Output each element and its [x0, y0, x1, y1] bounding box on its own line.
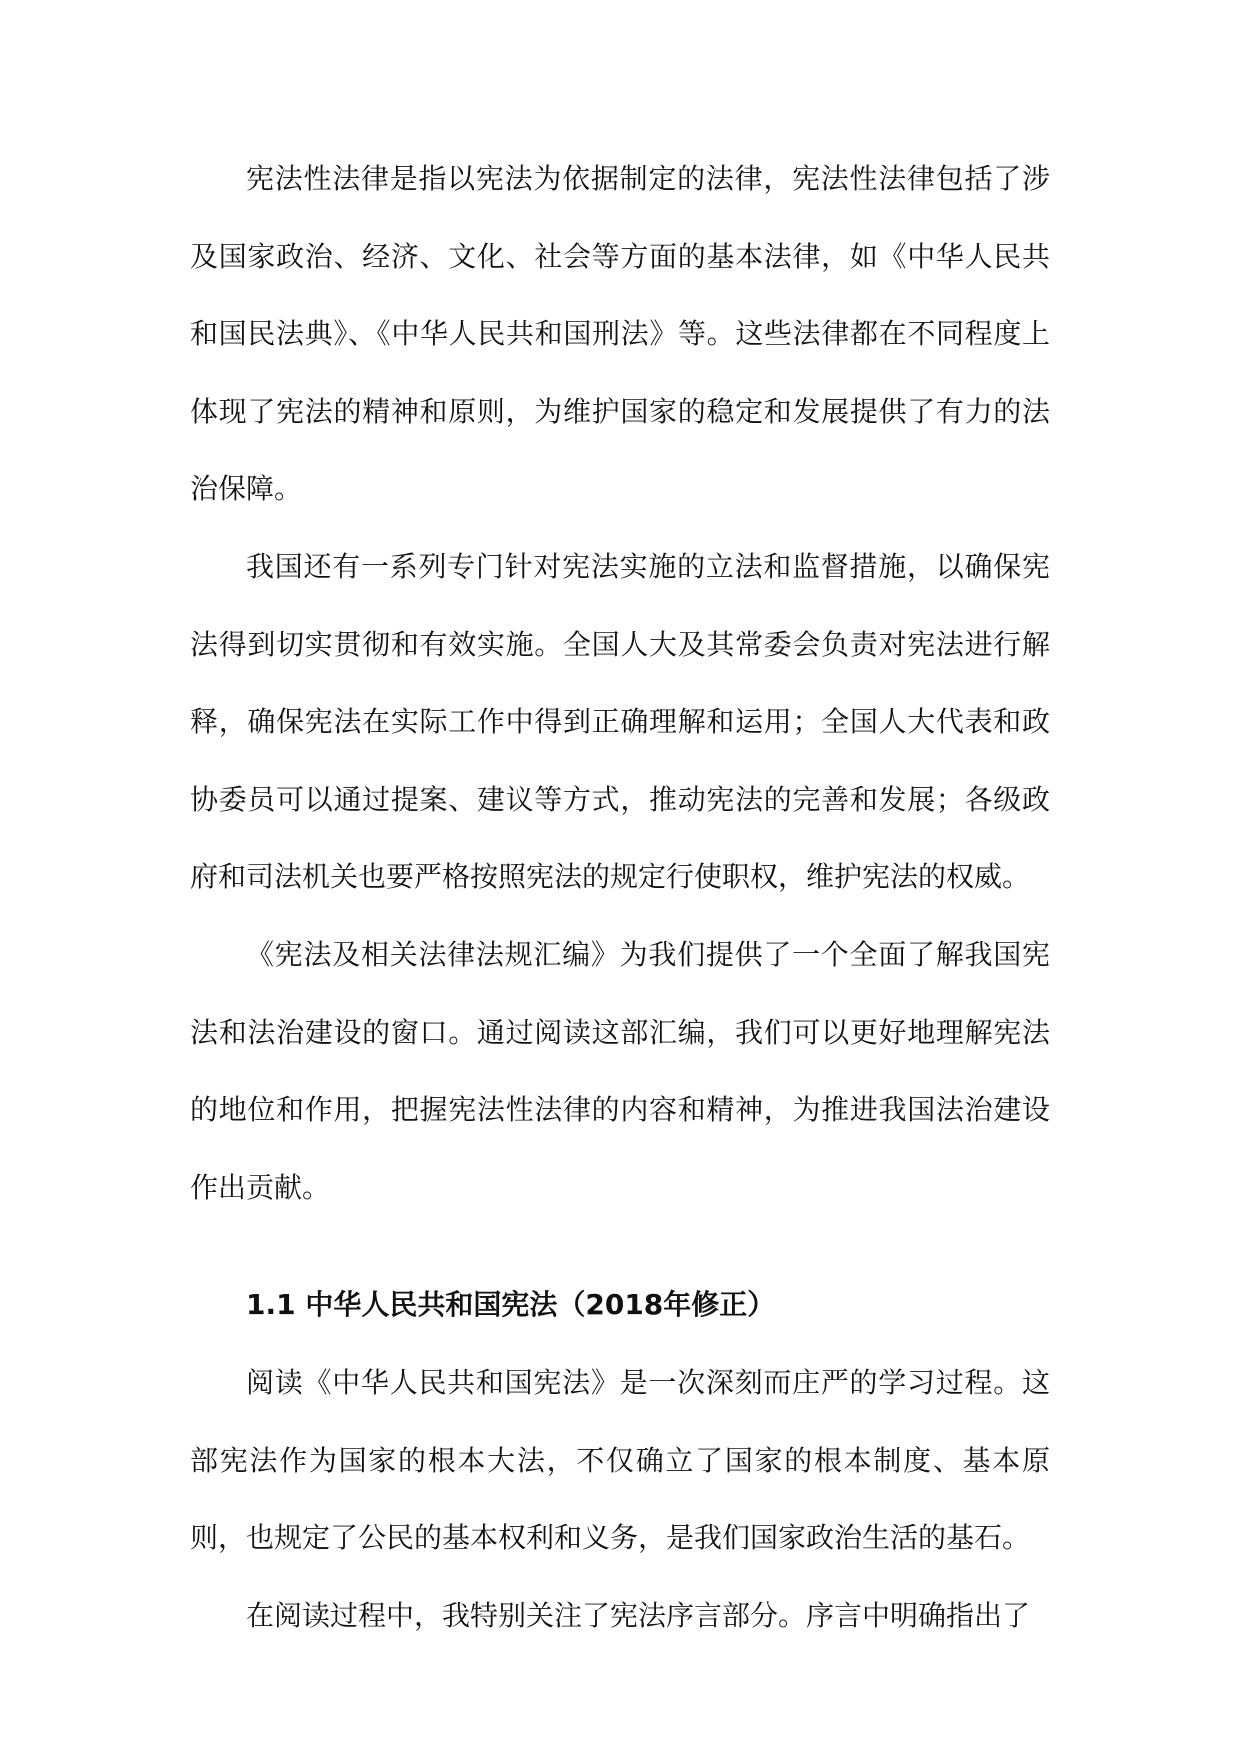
document-body	[190, 140, 1050, 1654]
paragraph-implementation-measures: 我国还有一系列专门针对宪法实施的立法和监督措施，以确保宪法得到切实贯彻和有效实施。全国人大及其常委会负责对宪法进行解释，确保宪法在实际工作中得到正确理解和运用；全国人大代表和政协委员可以通过提案、建议等方式，推动宪法的完善和发展；各级政府和司法机关也要严格按照宪法的规定行使职权，维护宪法的权威。	[190, 549, 1050, 894]
paragraph-compilation-summary: 《宪法及相关法律法规汇编》为我们提供了一个全面了解我国宪法和法治建设的窗口。通过阅读这部汇编，我们可以更好地理解宪法的地位和作用，把握宪法性法律的内容和精神，为推进我国法治建设作出贡献。	[190, 937, 1050, 1204]
paragraph-reading-constitution: 阅读《中华人民共和国宪法》是一次深刻而庄严的学习过程。这部宪法作为国家的根本大法，不仅确立了国家的根本制度、基本原则，也规定了公民的基本权利和义务，是我们国家政治生活的基石。	[190, 1365, 1050, 1555]
section-heading: 1.1 中华人民共和国宪法（2018年修正）	[246, 1288, 776, 1322]
paragraph-preamble-focus: 在阅读过程中，我特别关注了宪法序言部分。序言中明确指出了	[246, 1598, 1031, 1632]
paragraph-constitutional-laws: 宪法性法律是指以宪法为依据制定的法律，宪法性法律包括了涉及国家政治、经济、文化、社会等方面的基本法律，如《中华人民共和国民法典》、《中华人民共和国刑法》等。这些法律都在不同程度上体现了宪法的精神和原则，为维护国家的稳定和发展提供了有力的法治保障。	[190, 162, 1050, 506]
